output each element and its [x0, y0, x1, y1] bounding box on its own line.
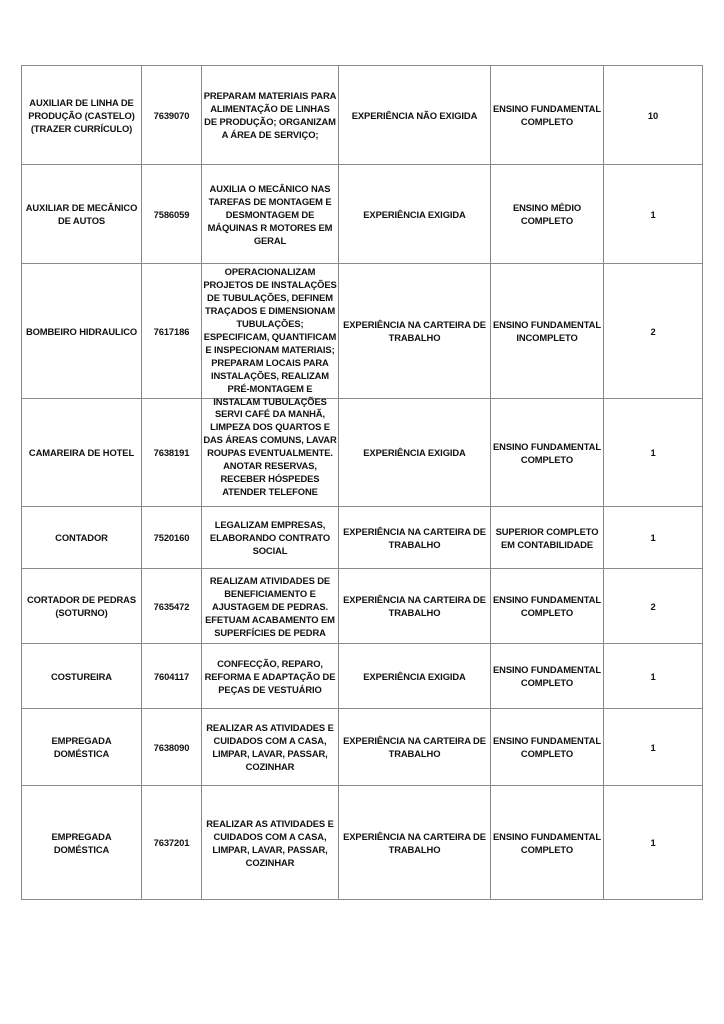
code-cell: 7520160	[142, 507, 202, 569]
occupation-cell: CONTADOR	[22, 507, 142, 569]
experience-cell: EXPERIÊNCIA EXIGIDA	[339, 165, 491, 264]
table-row	[22, 399, 703, 507]
occupation-cell: COSTUREIRA	[22, 644, 142, 709]
description-cell: AUXILIA O MECÂNICO NAS TAREFAS DE MONTAGEM E DESMONTAGEM DE MÁQUINAS R MOTORES EM GERAL	[202, 165, 339, 264]
table-row	[22, 709, 703, 786]
description-cell: REALIZAR AS ATIVIDADES E CUIDADOS COM A CASA, LIMPAR, LAVAR, PASSAR, COZINHAR	[202, 786, 339, 900]
education-cell: ENSINO FUNDAMENTAL INCOMPLETO	[491, 264, 604, 399]
education-cell: ENSINO MÉDIO COMPLETO	[491, 165, 604, 264]
table-row	[22, 507, 703, 569]
table-row	[22, 569, 703, 644]
job-vacancies-table	[21, 65, 703, 900]
education-cell: ENSINO FUNDAMENTAL COMPLETO	[491, 66, 604, 165]
table-row	[22, 264, 703, 399]
table-row	[22, 66, 703, 165]
code-cell: 7638191	[142, 399, 202, 507]
code-cell: 7604117	[142, 644, 202, 709]
description-cell	[202, 264, 339, 407]
code-cell: 7617186	[142, 264, 202, 399]
occupation-cell: AUXILIAR DE LINHA DE PRODUÇÃO (CASTELO) (TRAZER CURRÍCULO)	[22, 66, 142, 165]
occupation-cell: BOMBEIRO HIDRAULICO	[22, 264, 142, 399]
description-cell: REALIZAM ATIVIDADES DE BENEFICIAMENTO E AJUSTAGEM DE PEDRAS. EFETUAM ACABAMENTO EM SUPERFÍCIES DE PEDRA	[202, 569, 339, 644]
code-cell: 7637201	[142, 786, 202, 900]
occupation-cell: CORTADOR DE PEDRAS (SOTURNO)	[22, 569, 142, 644]
occupation-cell: EMPREGADA DOMÉSTICA	[22, 709, 142, 786]
description-cell: LEGALIZAM EMPRESAS, ELABORANDO CONTRATO SOCIAL	[202, 507, 339, 569]
education-cell: ENSINO FUNDAMENTAL COMPLETO	[491, 644, 604, 709]
table-row	[22, 786, 703, 900]
table-row	[22, 644, 703, 709]
vacancies-cell: 1	[604, 644, 703, 709]
code-cell: 7586059	[142, 165, 202, 264]
vacancies-cell: 1	[604, 399, 703, 507]
experience-cell: EXPERIÊNCIA NA CARTEIRA DE TRABALHO	[339, 569, 491, 644]
experience-cell: EXPERIÊNCIA NA CARTEIRA DE TRABALHO	[339, 709, 491, 786]
experience-cell: EXPERIÊNCIA NA CARTEIRA DE TRABALHO	[339, 786, 491, 900]
education-cell: ENSINO FUNDAMENTAL COMPLETO	[491, 399, 604, 507]
description-cell: CONFECÇÃO, REPARO, REFORMA E ADAPTAÇÃO DE PEÇAS DE VESTUÁRIO	[202, 644, 339, 709]
vacancies-cell: 1	[604, 709, 703, 786]
occupation-cell: CAMAREIRA DE HOTEL	[22, 399, 142, 507]
code-cell: 7635472	[142, 569, 202, 644]
education-cell: ENSINO FUNDAMENTAL COMPLETO	[491, 569, 604, 644]
education-cell: ENSINO FUNDAMENTAL COMPLETO	[491, 709, 604, 786]
vacancies-cell: 2	[604, 569, 703, 644]
code-cell: 7638090	[142, 709, 202, 786]
experience-cell: EXPERIÊNCIA EXIGIDA	[339, 399, 491, 507]
occupation-cell: AUXILIAR DE MECÂNICO DE AUTOS	[22, 165, 142, 264]
description-cell: SERVI CAFÉ DA MANHÃ, LIMPEZA DOS QUARTOS E DAS ÁREAS COMUNS, LAVAR ROUPAS EVENTUALMENTE. ANOTAR RESERVAS, RECEBER HÓSPEDES ATENDER TELEFONE	[202, 399, 339, 507]
description-cell: REALIZAR AS ATIVIDADES E CUIDADOS COM A CASA, LIMPAR, LAVAR, PASSAR, COZINHAR	[202, 709, 339, 786]
experience-cell: EXPERIÊNCIA EXIGIDA	[339, 644, 491, 709]
table-row	[22, 165, 703, 264]
description-text: OPERACIONALIZAM PROJETOS DE INSTALAÇÕES DE TUBULAÇÕES, DEFINEM TRAÇADOS E DIMENSIONAM TUBULAÇÕES; ESPECIFICAM, QUANTIFICAM E INSPECIONAM MATERIAIS; PREPARAM LOCAIS PARA INSTALAÇÕES, REALIZAM PRÉ-MONTAGEM E INSTALAM TUBULAÇÕES	[203, 266, 337, 407]
experience-cell: EXPERIÊNCIA NA CARTEIRA DE TRABALHO	[339, 264, 491, 399]
education-cell: SUPERIOR COMPLETO EM CONTABILIDADE	[491, 507, 604, 569]
education-cell: ENSINO FUNDAMENTAL COMPLETO	[491, 786, 604, 900]
vacancies-cell: 10	[604, 66, 703, 165]
code-cell: 7639070	[142, 66, 202, 165]
experience-cell: EXPERIÊNCIA NÃO EXIGIDA	[339, 66, 491, 165]
vacancies-cell: 1	[604, 165, 703, 264]
description-cell: PREPARAM MATERIAIS PARA ALIMENTAÇÃO DE LINHAS DE PRODUÇÃO; ORGANIZAM A ÁREA DE SERVIÇO;	[202, 66, 339, 165]
vacancies-cell: 1	[604, 507, 703, 569]
experience-cell: EXPERIÊNCIA NA CARTEIRA DE TRABALHO	[339, 507, 491, 569]
occupation-cell: EMPREGADA DOMÉSTICA	[22, 786, 142, 900]
vacancies-cell: 2	[604, 264, 703, 399]
vacancies-cell: 1	[604, 786, 703, 900]
